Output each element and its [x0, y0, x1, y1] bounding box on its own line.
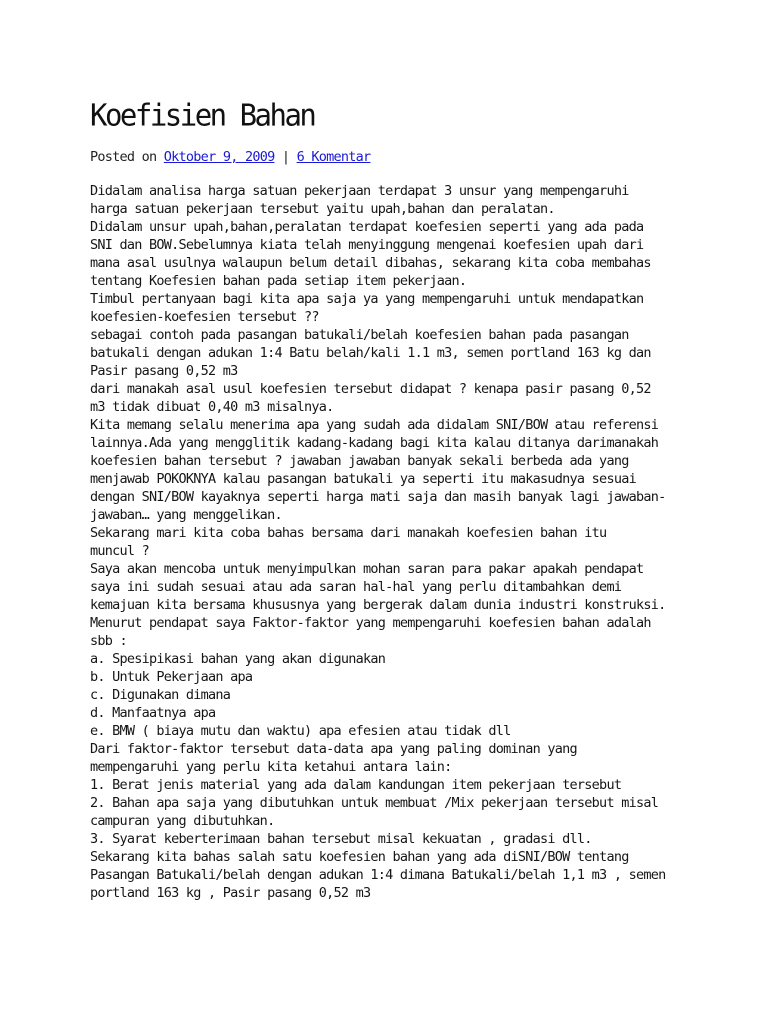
body-line: dari manakah asal usul koefesien tersebut didapat ? kenapa pasir pasang 0,52: [90, 381, 651, 397]
body-line: Pasir pasang 0,52 m3: [90, 363, 238, 379]
body-line: batukali dengan adukan 1:4 Batu belah/kali 1.1 m3, semen portland 163 kg dan: [90, 345, 651, 361]
post-meta: [90, 148, 370, 166]
body-line: sbb :: [90, 633, 127, 649]
body-line: lainnya.Ada yang mengglitik kadang-kadang bagi kita kalau ditanya darimanakah: [90, 435, 659, 451]
page-title: Koefisien Bahan: [90, 97, 315, 133]
body-line: e. BMW ( biaya mutu dan waktu) apa efesien atau tidak dll: [90, 723, 511, 739]
body-line: b. Untuk Pekerjaan apa: [90, 669, 253, 685]
posted-on-label: Posted on: [90, 149, 157, 165]
body-line: Timbul pertanyaan bagi kita apa saja ya yang mempengaruhi untuk mendapatkan: [90, 291, 644, 307]
body-line: Dari faktor-faktor tersebut data-data apa yang paling dominan yang: [90, 741, 577, 757]
body-line: sebagai contoh pada pasangan batukali/belah koefesien bahan pada pasangan: [90, 327, 629, 343]
body-line: Sekarang mari kita coba bahas bersama dari manakah koefesien bahan itu: [90, 525, 607, 541]
body-line: saya ini sudah sesuai atau ada saran hal-hal yang perlu ditambahkan demi: [90, 579, 622, 595]
body-line: campuran yang dibutuhkan.: [90, 813, 275, 829]
body-line: a. Spesipikasi bahan yang akan digunakan: [90, 651, 386, 667]
body-line: mempengaruhi yang perlu kita ketahui antara lain:: [90, 759, 452, 775]
body-line: portland 163 kg , Pasir pasang 0,52 m3: [90, 885, 371, 901]
body-line: Menurut pendapat saya Faktor-faktor yang mempengaruhi koefesien bahan adalah: [90, 615, 651, 631]
post-date-link[interactable]: Oktober 9, 2009: [163, 149, 275, 165]
body-line: Didalam analisa harga satuan pekerjaan terdapat 3 unsur yang mempengaruhi: [90, 183, 629, 199]
body-line: Pasangan Batukali/belah dengan adukan 1:4 dimana Batukali/belah 1,1 m3 , semen: [90, 867, 666, 883]
body-line: menjawab POKOKNYA kalau pasangan batukali ya seperti itu makasudnya sesuai: [90, 471, 636, 487]
body-line: Kita memang selalu menerima apa yang sudah ada didalam SNI/BOW atau referensi: [90, 417, 659, 433]
body-line: koefesien bahan tersebut ? jawaban jawaban banyak sekali berbeda ada yang: [90, 453, 629, 469]
body-line: 2. Bahan apa saja yang dibutuhkan untuk membuat /Mix pekerjaan tersebut misal: [90, 795, 659, 811]
body-line: d. Manfaatnya apa: [90, 705, 216, 721]
body-line: Sekarang kita bahas salah satu koefesien bahan yang ada diSNI/BOW tentang: [90, 849, 629, 865]
body-line: koefesien-koefesien tersebut ??: [90, 309, 319, 325]
body-line: Saya akan mencoba untuk menyimpulkan mohan saran para pakar apakah pendapat: [90, 561, 644, 577]
article-body: [90, 182, 690, 902]
comments-link[interactable]: 6 Komentar: [296, 149, 371, 165]
body-line: SNI dan BOW.Sebelumnya kiata telah menyinggung mengenai koefesien upah dari: [90, 237, 644, 253]
body-line: kemajuan kita bersama khususnya yang bergerak dalam dunia industri konstruksi.: [90, 597, 666, 613]
body-line: harga satuan pekerjaan tersebut yaitu upah,bahan dan peralatan.: [90, 201, 555, 217]
body-line: dengan SNI/BOW kayaknya seperti harga mati saja dan masih banyak lagi jawaban-: [90, 489, 666, 505]
meta-separator: |: [281, 149, 290, 165]
body-line: 3. Syarat keberterimaan bahan tersebut misal kekuatan , gradasi dll.: [90, 831, 592, 847]
body-line: m3 tidak dibuat 0,40 m3 misalnya.: [90, 399, 334, 415]
body-line: c. Digunakan dimana: [90, 687, 231, 703]
body-line: jawaban… yang menggelikan.: [90, 507, 282, 523]
body-line: 1. Berat jenis material yang ada dalam kandungan item pekerjaan tersebut: [90, 777, 622, 793]
body-line: tentang Koefesien bahan pada setiap item pekerjaan.: [90, 273, 467, 289]
body-line: muncul ?: [90, 543, 150, 559]
body-line: Didalam unsur upah,bahan,peralatan terdapat koefesien seperti yang ada pada: [90, 219, 644, 235]
body-line: mana asal usulnya walaupun belum detail dibahas, sekarang kita coba membahas: [90, 255, 651, 271]
